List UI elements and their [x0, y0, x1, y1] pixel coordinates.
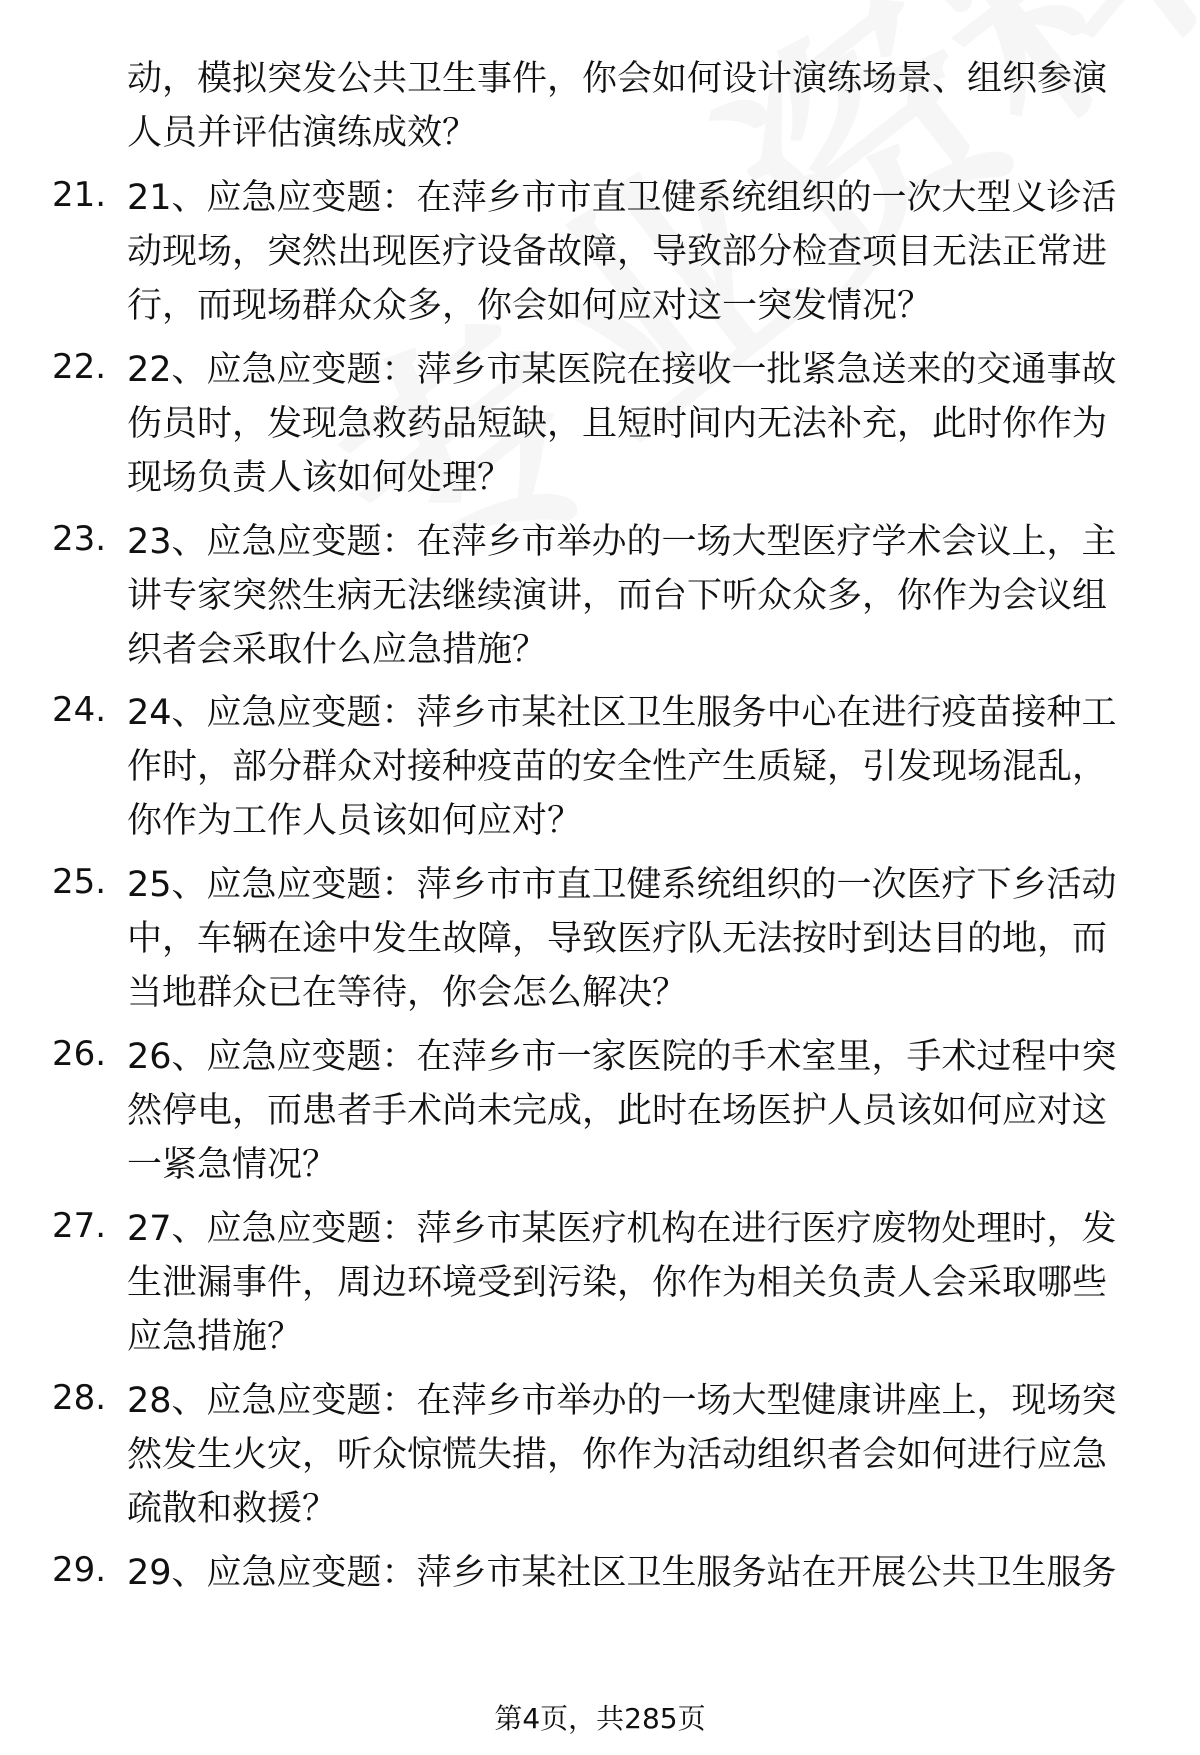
- question-text: [127, 52, 1157, 160]
- text-line: 讲专家突然生病无法继续演讲，而台下听众众多，你作为会议组: [127, 576, 1108, 616]
- text-line: 28、应急应变题：在萍乡市举办的一场大型健康讲座上，现场突: [127, 1381, 1117, 1421]
- question-text: [127, 858, 1157, 1020]
- text-line: 一紧急情况？: [127, 1145, 338, 1185]
- text-line: 25、应急应变题：萍乡市市直卫健系统组织的一次医疗下乡活动: [127, 865, 1117, 905]
- text-line: 伤员时，发现急救药品短缺，且短时间内无法补充，此时你作为: [127, 404, 1108, 444]
- text-line: 22、应急应变题：萍乡市某医院在接收一批紧急送来的交通事故: [127, 350, 1117, 390]
- question-text: [127, 171, 1157, 333]
- question-text: [127, 1202, 1157, 1364]
- text-line: 26、应急应变题：在萍乡市一家医院的手术室里，手术过程中突: [127, 1037, 1117, 1077]
- question-text: [127, 686, 1157, 848]
- text-line: 27、应急应变题：萍乡市某医疗机构在进行医疗废物处理时，发: [127, 1209, 1117, 1249]
- question-number: 29.: [52, 1550, 107, 1590]
- question-number: 26.: [52, 1034, 107, 1074]
- question-number: 22.: [52, 347, 107, 387]
- page-footer: 第4页，共285页: [494, 1702, 706, 1735]
- text-line: 织者会采取什么应急措施？: [127, 630, 548, 670]
- text-line: 生泄漏事件，周边环境受到污染，你作为相关负责人会采取哪些: [127, 1263, 1108, 1303]
- text-line: 动现场，突然出现医疗设备故障，导致部分检查项目无法正常进: [127, 232, 1108, 272]
- question-text: [127, 515, 1157, 677]
- question-text: [127, 343, 1157, 505]
- text-line: 疏散和救援？: [127, 1489, 338, 1529]
- text-line: 人员并评估演练成效？: [127, 113, 478, 153]
- text-line: 作时，部分群众对接种疫苗的安全性产生质疑，引发现场混乱，: [127, 747, 1108, 787]
- question-number: 25.: [52, 862, 107, 902]
- question-text: [127, 1546, 1157, 1600]
- text-line: 现场负责人该如何处理？: [127, 458, 513, 498]
- question-number: 23.: [52, 519, 107, 559]
- text-line: 动，模拟突发公共卫生事件，你会如何设计演练场景、组织参演: [127, 59, 1108, 99]
- question-number: 21.: [52, 175, 107, 215]
- question-number: 28.: [52, 1378, 107, 1418]
- text-line: 然发生火灾，听众惊慌失措，你作为活动组织者会如何进行应急: [127, 1435, 1108, 1475]
- text-line: 中，车辆在途中发生故障，导致医疗队无法按时到达目的地，而: [127, 919, 1108, 959]
- text-line: 应急措施？: [127, 1317, 303, 1357]
- text-line: 24、应急应变题：萍乡市某社区卫生服务中心在进行疫苗接种工: [127, 693, 1117, 733]
- question-number: 27.: [52, 1206, 107, 1246]
- question-text: [127, 1374, 1157, 1536]
- text-line: 你作为工作人员该如何应对？: [127, 801, 583, 841]
- question-number: 24.: [52, 690, 107, 730]
- text-line: 29、应急应变题：萍乡市某社区卫生服务站在开展公共卫生服务: [127, 1553, 1117, 1593]
- text-line: 23、应急应变题：在萍乡市举办的一场大型医疗学术会议上，主: [127, 522, 1117, 562]
- text-line: 当地群众已在等待，你会怎么解决？: [127, 973, 688, 1013]
- text-line: 然停电，而患者手术尚未完成，此时在场医护人员该如何应对这: [127, 1091, 1108, 1131]
- text-line: 21、应急应变题：在萍乡市市直卫健系统组织的一次大型义诊活: [127, 178, 1117, 218]
- text-line: 行，而现场群众众多，你会如何应对这一突发情况？: [127, 286, 933, 326]
- question-text: [127, 1030, 1157, 1192]
